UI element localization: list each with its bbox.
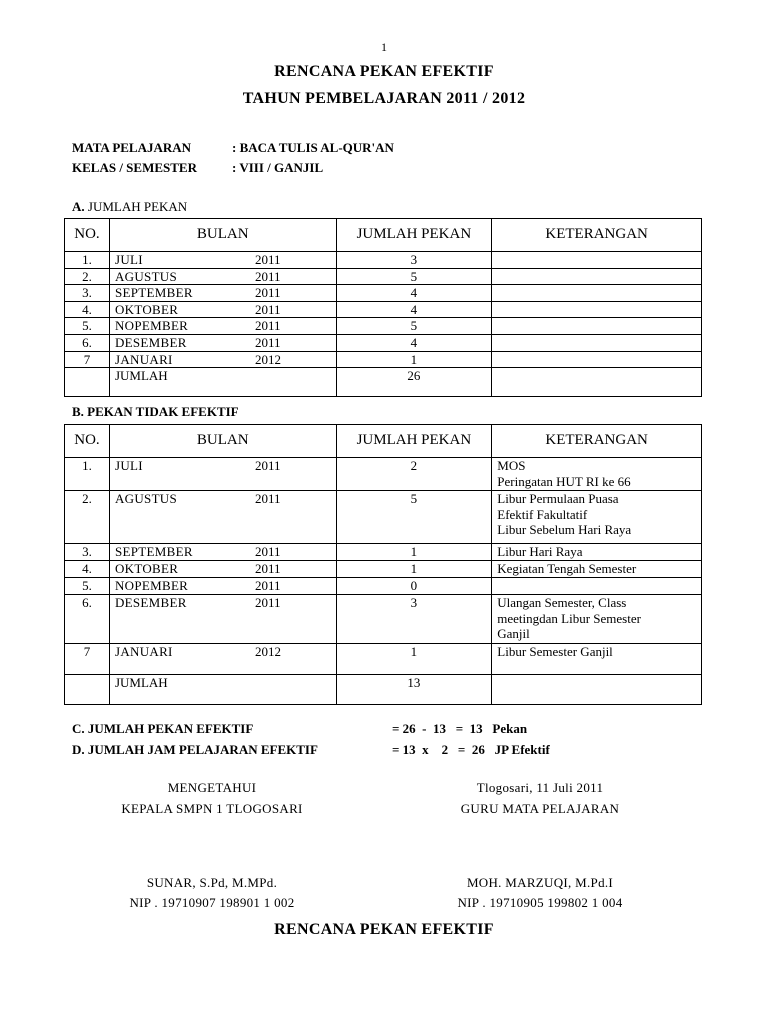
table-row xyxy=(65,578,702,595)
bulan-cell xyxy=(109,268,336,285)
jumlah-pekan-value: 3 xyxy=(336,595,492,644)
row-number: 6. xyxy=(65,334,110,351)
summary-c-value: = 26 - 13 = 13 Pekan xyxy=(392,721,528,736)
month-name: JANUARI xyxy=(114,351,173,367)
document-subtitle: TAHUN PEMBELAJARAN 2011 / 2012 xyxy=(242,90,526,107)
keterangan-cell xyxy=(492,644,702,675)
month-name: AGUSTUS xyxy=(114,268,178,284)
section-a-heading xyxy=(72,199,187,215)
kelas-semester-label: KELAS / SEMESTER xyxy=(72,160,197,175)
month-name: OKTOBER xyxy=(114,561,179,576)
table-row xyxy=(65,268,702,285)
month-name: NOPEMBER xyxy=(114,578,189,593)
keterangan-line: MOS xyxy=(497,458,526,473)
table-row xyxy=(65,644,702,675)
month-year: 2011 xyxy=(254,318,281,334)
section-a-title: JUMLAH PEKAN xyxy=(87,199,188,214)
header-no: NO. xyxy=(65,219,110,252)
row-number: 4. xyxy=(65,561,110,578)
table-row xyxy=(65,285,702,302)
bulan-cell xyxy=(109,351,336,368)
mata-pelajaran-label: MATA PELAJARAN xyxy=(72,140,192,155)
table-row xyxy=(65,544,702,561)
right-nip: NIP . 19710905 199802 1 004 xyxy=(457,895,623,910)
bulan-cell xyxy=(109,595,336,644)
keterangan-cell xyxy=(492,491,702,544)
month-name: OKTOBER xyxy=(114,301,179,317)
header-keterangan: KETERANGAN xyxy=(492,219,702,252)
header-no: NO. xyxy=(65,425,110,458)
table-row xyxy=(65,318,702,335)
summary-d-value: = 13 x 2 = 26 JP Efektif xyxy=(392,742,550,757)
month-year: 2011 xyxy=(254,268,281,284)
jumlah-pekan-value: 5 xyxy=(336,491,492,544)
month-name: DESEMBER xyxy=(114,595,187,610)
jumlah-pekan-value: 1 xyxy=(336,644,492,675)
table-row xyxy=(65,351,702,368)
bulan-cell xyxy=(109,544,336,561)
total-no-cell xyxy=(65,368,110,397)
info-kelas-semester xyxy=(72,160,323,176)
jumlah-pekan-value: 5 xyxy=(336,318,492,335)
month-name: JULI xyxy=(114,458,143,473)
jumlah-pekan-value: 1 xyxy=(336,561,492,578)
bulan-cell xyxy=(109,301,336,318)
page-number: 1 xyxy=(381,40,387,54)
keterangan-cell xyxy=(492,578,702,595)
month-year: 2011 xyxy=(254,334,281,350)
jumlah-pekan-value: 1 xyxy=(336,351,492,368)
right-name: MOH. MARZUQI, M.Pd.I xyxy=(466,875,614,890)
keterangan-line: Libur Sebelum Hari Raya xyxy=(497,522,632,538)
month-name: DESEMBER xyxy=(114,334,187,350)
keterangan-line: Kegiatan Tengah Semester xyxy=(497,561,637,576)
keterangan-cell xyxy=(492,595,702,644)
section-b-heading: B. PEKAN TIDAK EFEKTIF xyxy=(72,404,239,419)
row-number: 7 xyxy=(65,644,110,675)
keterangan-cell xyxy=(492,544,702,561)
total-label: JUMLAH xyxy=(109,368,336,397)
month-year: 2011 xyxy=(254,491,281,506)
summary-d-label: D. JUMLAH JAM PELAJARAN EFEKTIF xyxy=(72,742,318,757)
keterangan-value xyxy=(492,252,702,269)
month-year: 2011 xyxy=(254,544,281,559)
right-position: GURU MATA PELAJARAN xyxy=(460,801,620,816)
jumlah-pekan-value: 4 xyxy=(336,334,492,351)
keterangan-line: Libur Permulaan Puasa xyxy=(497,491,619,506)
month-year: 2011 xyxy=(254,458,281,473)
section-a-letter: A. xyxy=(72,199,85,214)
document-title: RENCANA PEKAN EFEKTIF xyxy=(274,63,494,80)
table-row xyxy=(65,561,702,578)
total-value: 13 xyxy=(336,675,492,705)
table-row xyxy=(65,252,702,269)
total-value: 26 xyxy=(336,368,492,397)
signature-right xyxy=(400,780,680,911)
month-year: 2011 xyxy=(254,285,281,301)
keterangan-line: meetingdan Libur Semester xyxy=(497,610,641,626)
left-mengetahui: MENGETAHUI xyxy=(167,780,257,795)
table-pekan-tidak-efektif xyxy=(64,424,702,705)
signature-left xyxy=(72,780,352,911)
mata-pelajaran-value: : BACA TULIS AL-QUR'AN xyxy=(232,140,394,155)
keterangan-line: Peringatan HUT RI ke 66 xyxy=(497,473,631,489)
month-name: JULI xyxy=(114,252,143,267)
info-mata-pelajaran xyxy=(72,140,394,156)
month-year: 2012 xyxy=(254,351,281,367)
jumlah-pekan-value: 0 xyxy=(336,578,492,595)
keterangan-line: Ulangan Semester, Class xyxy=(497,595,627,610)
total-no-cell xyxy=(65,675,110,705)
keterangan-cell xyxy=(492,561,702,578)
kelas-semester-value: : VIII / GANJIL xyxy=(232,160,324,175)
bulan-cell xyxy=(109,285,336,302)
total-ket-cell xyxy=(492,675,702,705)
jumlah-pekan-value: 5 xyxy=(336,268,492,285)
header-jumlah-pekan: JUMLAH PEKAN xyxy=(336,425,492,458)
left-nip: NIP . 19710907 198901 1 002 xyxy=(129,895,295,910)
jumlah-pekan-value: 3 xyxy=(336,252,492,269)
jumlah-pekan-value: 2 xyxy=(336,458,492,491)
bulan-cell xyxy=(109,644,336,675)
summary-d xyxy=(72,742,550,758)
header-bulan: BULAN xyxy=(109,425,336,458)
header-bulan: BULAN xyxy=(109,219,336,252)
keterangan-line: Ganjil xyxy=(497,626,530,642)
month-year: 2011 xyxy=(254,301,281,317)
month-name: SEPTEMBER xyxy=(114,544,193,559)
keterangan-value xyxy=(492,334,702,351)
month-year: 2012 xyxy=(254,644,281,659)
keterangan-value xyxy=(492,285,702,302)
keterangan-value xyxy=(492,301,702,318)
row-number: 2. xyxy=(65,268,110,285)
bulan-cell xyxy=(109,491,336,544)
bulan-cell xyxy=(109,252,336,269)
row-number: 7 xyxy=(65,351,110,368)
row-number: 3. xyxy=(65,544,110,561)
table-row xyxy=(65,491,702,544)
bulan-cell xyxy=(109,318,336,335)
row-number: 6. xyxy=(65,595,110,644)
month-name: NOPEMBER xyxy=(114,318,189,334)
header-jumlah-pekan: JUMLAH PEKAN xyxy=(336,219,492,252)
row-number: 5. xyxy=(65,318,110,335)
row-number: 3. xyxy=(65,285,110,302)
keterangan-line: Libur Semester Ganjil xyxy=(497,644,613,659)
row-number: 4. xyxy=(65,301,110,318)
bulan-cell xyxy=(109,578,336,595)
keterangan-cell xyxy=(492,458,702,491)
total-row xyxy=(65,675,702,705)
keterangan-line: Libur Hari Raya xyxy=(497,544,583,559)
row-number: 5. xyxy=(65,578,110,595)
jumlah-pekan-value: 1 xyxy=(336,544,492,561)
month-name: AGUSTUS xyxy=(114,491,178,506)
month-year: 2011 xyxy=(254,561,281,576)
row-number: 1. xyxy=(65,458,110,491)
table-row xyxy=(65,595,702,644)
keterangan-value xyxy=(492,268,702,285)
table-row xyxy=(65,301,702,318)
header-keterangan: KETERANGAN xyxy=(492,425,702,458)
row-number: 1. xyxy=(65,252,110,269)
month-year: 2011 xyxy=(254,595,281,610)
total-ket-cell xyxy=(492,368,702,397)
left-name: SUNAR, S.Pd, M.MPd. xyxy=(146,875,278,890)
keterangan-value xyxy=(492,318,702,335)
total-label: JUMLAH xyxy=(109,675,336,705)
month-year: 2011 xyxy=(254,252,281,267)
bulan-cell xyxy=(109,561,336,578)
table-row xyxy=(65,458,702,491)
table-row xyxy=(65,334,702,351)
summary-c xyxy=(72,721,528,737)
table-jumlah-pekan xyxy=(64,218,702,397)
right-date: Tlogosari, 11 Juli 2011 xyxy=(476,780,604,795)
row-number: 2. xyxy=(65,491,110,544)
next-page-title: RENCANA PEKAN EFEKTIF xyxy=(274,921,494,938)
month-year: 2011 xyxy=(254,578,281,593)
month-name: JANUARI xyxy=(114,644,173,659)
month-name: SEPTEMBER xyxy=(114,285,193,301)
total-row xyxy=(65,368,702,397)
keterangan-line: Efektif Fakultatif xyxy=(497,506,588,522)
bulan-cell xyxy=(109,334,336,351)
keterangan-value xyxy=(492,351,702,368)
summary-c-label: C. JUMLAH PEKAN EFEKTIF xyxy=(72,721,254,736)
jumlah-pekan-value: 4 xyxy=(336,301,492,318)
left-position: KEPALA SMPN 1 TLOGOSARI xyxy=(121,801,303,816)
bulan-cell xyxy=(109,458,336,491)
jumlah-pekan-value: 4 xyxy=(336,285,492,302)
